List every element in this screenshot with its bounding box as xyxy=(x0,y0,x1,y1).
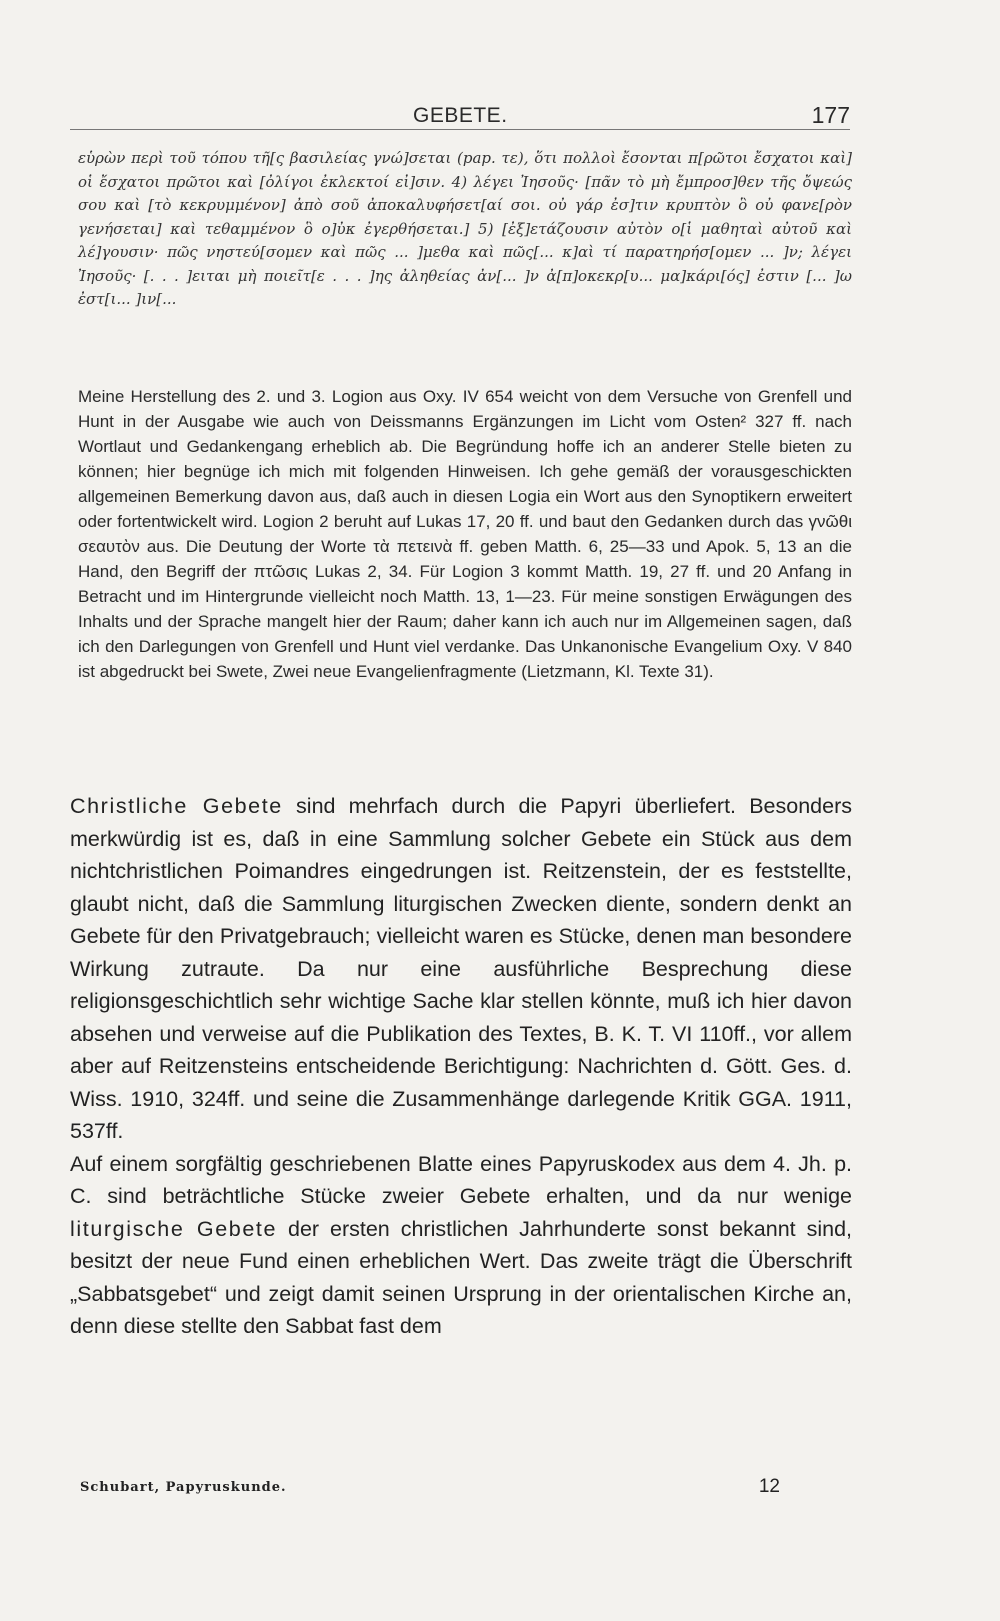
paragraph-papyrus-codex xyxy=(70,1148,852,1343)
emphasis-liturgische-gebete: liturgische Gebete xyxy=(70,1216,278,1241)
page-header xyxy=(70,100,850,130)
paragraph-2-start: Auf einem sorgfältig geschriebenen Blatte eines Papyruskodex aus dem 4. Jh. p. C. sind beträchtliche Stücke zweier Gebete erhalten, und da nur wenige xyxy=(70,1151,852,1208)
emphasis-christliche-gebete: Christliche Gebete xyxy=(70,794,283,818)
commentary-note xyxy=(78,384,852,684)
paragraph-2-end: der ersten christlichen Jahrhunderte sonst bekannt sind, besitzt der neue Fund einen erheblichen Wert. Das zweite trägt die Überschrift „Sabbatsgebet“ und zeigt damit seinen Ursprung in der orientalischen Kirche an, denn diese stellte den Sabbat fast dem xyxy=(70,1216,853,1338)
commentary-paragraph: Meine Herstellung des 2. und 3. Logion aus Oxy. IV 654 weicht von dem Versuche von Grenfell und Hunt in der Ausgabe wie auch von Deissmanns Ergänzungen im Licht vom Osten² 327 ff. nach Wortlaut und Gedankengang erheblich ab. Die Begründung hoffe ich an anderer Stelle bieten zu können; hier begnüge ich mich mit folgenden Hinweisen. Ich gehe gemäß der vorausgeschickten allgemeinen Bemerkung davon aus, daß auch in diesen Logia ein Wort aus den Synoptikern erweitert oder fortentwickelt wird. Logion 2 beruht auf Lukas 17, 20 ff. und baut den Gedanken durch das γνῶθι σεαυτὸν aus. Die Deutung der Worte τὰ πετεινὰ ff. geben Matth. 6, 25—33 und Apok. 5, 13 an die Hand, den Begriff der πτῶσις Lukas 2, 34. Für Logion 3 kommt Matth. 19, 27 ff. und 20 Anfang in Betracht und im Hintergrunde vielleicht noch Matth. 13, 1—23. Für meine sonstigen Erwägungen des Inhalts und der Sprache mangelt hier der Raum; daher kann ich auch nur im Allgemeinen sagen, daß ich den Darlegungen von Grenfell und Hunt viel verdanke. Das Unkanonische Evangelium Oxy. V 840 ist abgedruckt bei Swete, Zwei neue Evangelienfragmente (Lietzmann, Kl. Texte 31). xyxy=(78,387,852,681)
sheet-number: 12 xyxy=(758,1476,780,1497)
paragraph-christian-prayers xyxy=(70,790,852,1148)
header-rule xyxy=(70,129,850,130)
running-head: GEBETE. xyxy=(413,104,508,127)
main-text xyxy=(70,790,852,1343)
greek-logia-fragment: εὑρὼν περὶ τοῦ τόπου τῆ[ς βασιλείας γνώ]σεται (pap. τε), ὅτι πολλοὶ ἔσονται π[ρῶτοι ἔσχατοι καὶ] οἱ ἔσχατοι πρῶτοι καὶ [ὀλίγοι ἐκλεκτοί εἰ]σιν. 4) λέγει Ἰησοῦς· [πᾶν τὸ μὴ ἔμπροσ]θεν τῆς ὄψεώς σου καὶ [τὸ κεκρυμμένον] ἀπὸ σοῦ ἀποκαλυφήσετ[αί σοι. οὐ γάρ ἐσ]τιν κρυπτὸν ὃ οὐ φανε[ρὸν γενήσεται] καὶ τεθαμμένον ὃ ο]ὐκ ἐγερθήσεται.] 5) [ἐξ]ετάζουσιν αὐτὸν ο[ἱ μαθηταὶ αὐτοῦ καὶ λέ]γουσιν· πῶς νηστεύ[σομεν καὶ πῶς ... ]μεθα καὶ πῶς[... κ]αὶ τί παρατηρήσ[ομεν ... ]ν; λέγει Ἰησοῦς· [. . . ]ειται μὴ ποιεῖτ[ε . . . ]ης ἀληθείας ἀν[... ]ν ἀ[π]οκεκρ[υ... μα]κάρι[ός] ἐστιν [... ]ω ἐστ[ι... ]ιν[... xyxy=(78,149,852,308)
paragraph-1-body: sind mehrfach durch die Papyri überliefert. Besonders merkwürdig ist es, daß in eine Sammlung solcher Gebete ein Stück aus dem nichtchristlichen Poimandres eingedrungen ist. Reitzenstein, der es feststellte, glaubt nicht, daß die Sammlung liturgischen Zwecken diente, sondern denkt an Gebete für den Privatgebrauch; vielleicht waren es Stücke, denen man besondere Wirkung zutraute. Da nur eine ausführliche Besprechung diese religionsgeschichtlich sehr wichtige Sache klar stellen könnte, muß ich hier davon absehen und verweise auf die Publikation des Textes, B. K. T. VI 110ff., vor allem aber auf Reitzensteins entscheidende Berichtigung: Nachrichten d. Gött. Ges. d. Wiss. 1910, 324ff. und seine die Zusammenhänge darlegende Kritik GGA. 1911, 537ff. xyxy=(70,794,852,1143)
printer-signature: Schubart, Papyruskunde. xyxy=(80,1480,287,1495)
page-number: 177 xyxy=(811,102,850,128)
page-footer xyxy=(80,1476,780,1502)
